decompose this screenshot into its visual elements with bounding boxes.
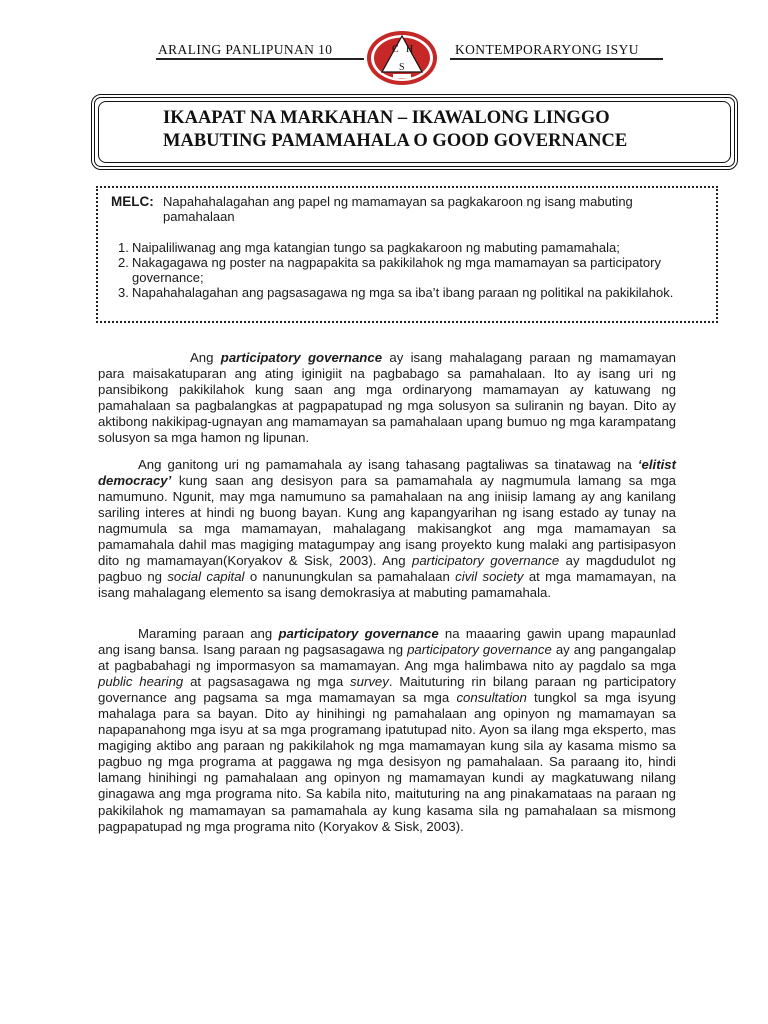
title-box (91, 94, 738, 170)
objective-item: 2. Nakagagawa ng poster na nagpapakita sa pakikilahok ng mga mamamayan sa participatory governance; (118, 255, 661, 285)
objective-item: 1. Naipaliliwanag ang mga katangian tungo sa pagkakaroon ng mabuting pamamahala; (118, 240, 620, 255)
paragraph-3: Maraming paraan ang participatory governance na maaaring gawin upang mapaunlad ang isang bansa. Isang paraan ng pagsasagawa ng participatory governance ay ang pangangalap at pagbabahagi ng impormasyon sa mamamayan. Ang mga halimbawa nito ay pagdalo sa mga public hearing at pagsasagawa ng mga survey. Maituturing rin bilang paraan ng participatory governance ang pagsama sa mga mamamayan sa mga consultation tungkol sa mga isyung mahalaga para sa bayan. Dito ay hinihingi ng pamahalaan ang opinyon ng mamamayan sa napapanahong mga isyu at sa mga programang ipatutupad nito. Ayon sa ilang mga eksperto, mas magiging aktibo ang paraan ng pakikilahok ng mga mamamayan kung sila ay kasama mismo sa pagbuo ng mga programa at paggawa ng mga desisyon ng pamahalaan. Sa paraang ito, hindi lamang hinihingi ng pamahalaan ang opinyon ng mamamayan kundi ay magkatuwang nilang ginagawa ang mga programa nito. Sa kabila nito, maituturing na ang pinakamataas na paraan ng pakikilahok ng mamamayan sa pamamahala ay kung kasama sila ng pamahalaan sa mismong pagpapatupad ng mga programa nito (Koryakov & Sisk, 2003). (98, 626, 677, 834)
header-rule-left (156, 58, 364, 60)
logo-letter-h: H (406, 44, 414, 55)
school-seal-icon (365, 28, 439, 88)
subject-label: ARALING PANLIPUNAN 10 (158, 42, 333, 57)
paragraph-2: Ang ganitong uri ng pamamahala ay isang tahasang pagtaliwas sa tinatawag na ‘elitist democracy’ kung saan ang desisyon para sa pamamahala ay nagmumula lamang sa mga namumuno. Ngunit, may mga namumuno sa pamahalaan na ang iniisip lamang ay ang kanilang sariling interes at hindi ng buong bayan. Kung ang kapangyarihan ng isang estado ay tunay na nagmumula sa mga mamamayan, mahalagang makisangkot ang mga mamamayan sa pamamahala dahil mas magiging matagumpay ang isang proyekto kung malaki ang partisipasyon dito ng mamamayan(Koryakov & Sisk, 2003). Ang participatory governance ay magdudulot ng pagbuo ng social capital o nanunungkulan sa pamahalaan civil society at mga mamamayan, na isang mahalagang elemento sa isang demokrasiya at mabuting pamamahala. (98, 457, 677, 601)
page-header (150, 40, 670, 80)
melc-text: Napahahalagahan ang papel ng mamamayan sa pagkakaroon ng isang mabuting pamahalaan (163, 194, 633, 224)
melc-label: MELC: (111, 194, 154, 209)
paragraph-1: Ang participatory governance ay isang mahalagang paraan ng mamamayan para maisakatuparan ang ating iginigiit na pagbabago sa pamahalaan. Ito ay isang uri ng pansibikong pakikilahok kung saan ang mga ordinaryong mamamayan ay katuwang ng pamahalaan sa pagbalangkas at pagpapatupad ng mga solusyon sa suliranin ng bayan. Dito ay aktibong nakikipag-ugnayan ang mamamayan sa pamahalaan upang bumuo ng mga karampatang solusyon sa mga hamon ng lipunan. (98, 350, 676, 446)
topic-label: KONTEMPORARYONG ISYU (455, 42, 639, 57)
term-elitist-democracy: ‘elitist democracy’ (98, 457, 676, 489)
melc-box (96, 186, 718, 323)
term-participatory-governance: participatory governance (278, 626, 439, 641)
lesson-title: MABUTING PAMAMAHALA O GOOD GOVERNANCE (163, 131, 628, 151)
logo-letter-s: S (399, 62, 405, 73)
header-rule-right (450, 58, 663, 60)
objective-item: 3. Napahahalagahan ang pagsasagawa ng mga sa iba’t ibang paraan ng politikal na pakikilahok. (118, 285, 674, 300)
quarter-week-title: IKAAPAT NA MARKAHAN – IKAWALONG LINGGO (163, 108, 610, 128)
objectives-list (118, 240, 708, 300)
term-participatory-governance: participatory governance (220, 350, 383, 365)
logo-letter-c: C (392, 44, 399, 55)
